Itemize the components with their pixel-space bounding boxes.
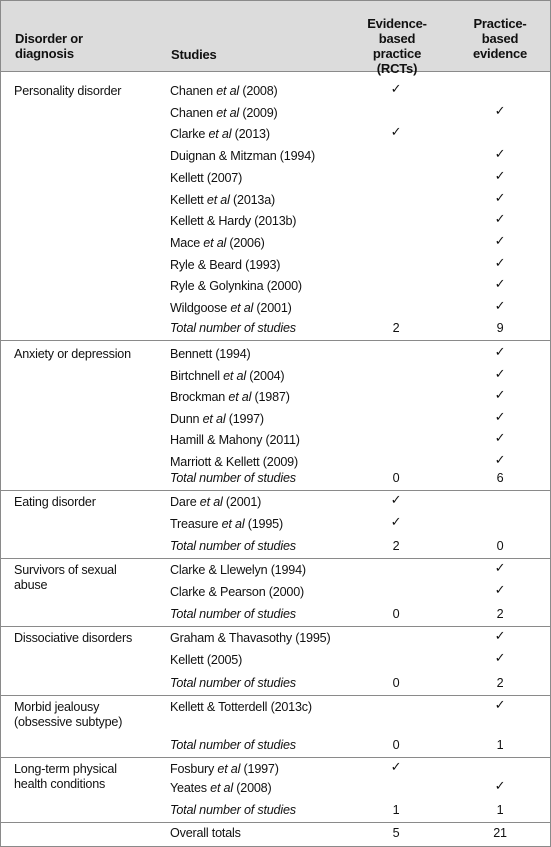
study-author: Hamill & Mahony (2011) — [170, 433, 300, 448]
study-author: Dunn — [170, 411, 203, 426]
total-label: Total number of studies — [170, 471, 296, 485]
study-citation — [170, 390, 290, 405]
checkmark-icon: ✓ — [390, 492, 402, 507]
study-citation — [170, 149, 315, 164]
study-citation — [170, 517, 283, 532]
overall-totals-row — [1, 822, 550, 846]
study-et-al: et al — [223, 368, 246, 383]
total-ebp: 0 — [392, 676, 400, 690]
checkmark-icon: ✓ — [390, 124, 402, 140]
study-year: (2006) — [226, 235, 265, 250]
total-ebp: 1 — [392, 803, 400, 817]
study-author: Chanen — [170, 105, 217, 120]
checkmark-icon: ✓ — [494, 628, 506, 643]
study-citation — [170, 700, 312, 715]
total-label: Total number of studies — [170, 738, 296, 752]
study-author: Clarke — [170, 127, 209, 142]
checkmark-icon: ✓ — [494, 344, 506, 359]
study-author: Ryle & Golynkina (2000) — [170, 279, 302, 294]
study-author: Kellett (2007) — [170, 170, 243, 185]
total-pbe: 1 — [496, 803, 504, 817]
study-citation — [170, 762, 279, 777]
checkmark-icon: ✓ — [494, 254, 506, 270]
disorder-label: Long-term physical health conditions — [14, 762, 117, 791]
disorder-group — [1, 757, 550, 823]
study-citation — [170, 433, 300, 448]
study-year: (1995) — [244, 516, 283, 531]
study-et-al: et al — [208, 127, 232, 142]
study-author: Marriott & Kellett (2009) — [170, 455, 298, 469]
study-et-al: et al — [230, 301, 254, 315]
checkmark-icon: ✓ — [494, 211, 506, 227]
study-author: Brockman — [170, 390, 229, 405]
study-author: Graham & Thavasothy (1995) — [170, 631, 331, 645]
study-author: Yeates — [170, 780, 211, 795]
checkmark-icon: ✓ — [494, 276, 506, 292]
study-year: (2008) — [232, 780, 272, 795]
header-pbe: Practice-based evidence — [472, 16, 528, 61]
study-citation — [170, 369, 284, 384]
study-author: Kellett — [170, 192, 207, 207]
checkmark-icon: ✓ — [494, 452, 506, 467]
study-author: Ryle & Beard (1993) — [170, 257, 281, 272]
study-year: (2004) — [245, 368, 285, 383]
overall-pbe: 21 — [493, 826, 507, 840]
disorder-label: Survivors of sexual abuse — [14, 563, 117, 592]
disorder-group — [1, 626, 550, 696]
study-author: Mace — [170, 235, 204, 250]
study-citation — [170, 781, 271, 796]
study-et-al: et al — [203, 235, 227, 250]
checkmark-icon: ✓ — [494, 167, 506, 183]
checkmark-icon: ✓ — [390, 513, 402, 529]
disorder-label: Personality disorder — [14, 84, 122, 98]
disorder-group — [1, 490, 550, 559]
study-author: Bennett (1994) — [170, 347, 251, 361]
study-year: (2013a) — [229, 192, 276, 207]
study-citation — [170, 412, 264, 427]
study-author: Clarke & Llewelyn (1994) — [170, 563, 306, 577]
study-et-al: et al — [221, 516, 245, 531]
total-pbe: 2 — [496, 676, 504, 690]
total-ebp: 0 — [392, 471, 400, 485]
checkmark-icon: ✓ — [494, 189, 506, 205]
total-ebp: 2 — [392, 321, 400, 335]
study-et-al: et al — [210, 780, 233, 795]
header-studies: Studies — [171, 47, 217, 62]
study-citation — [170, 631, 330, 646]
study-et-al: et al — [199, 495, 223, 509]
total-label: Total number of studies — [170, 676, 296, 690]
study-citation — [170, 279, 302, 294]
study-author: Kellett & Totterdell (2013c) — [170, 700, 312, 714]
checkmark-icon: ✓ — [390, 81, 402, 96]
study-author: Wildgoose — [170, 301, 231, 315]
total-pbe: 1 — [496, 738, 504, 752]
study-author: Treasure — [170, 516, 222, 531]
checkmark-icon: ✓ — [494, 408, 506, 424]
study-citation — [170, 301, 292, 316]
study-year: (2001) — [253, 301, 292, 315]
study-author: Chanen — [170, 84, 217, 98]
checkmark-icon: ✓ — [494, 298, 506, 313]
study-citation — [170, 585, 304, 600]
study-author: Fosbury — [170, 762, 218, 776]
header-ebp: Evidence-based practice (RCTs) — [367, 16, 427, 76]
study-year: (2001) — [222, 495, 262, 509]
study-et-al: et al — [228, 390, 252, 405]
total-pbe: 0 — [496, 539, 504, 553]
study-citation — [170, 236, 265, 251]
study-year: (1997) — [240, 762, 279, 776]
disorder-label: Dissociative disorders — [14, 631, 133, 645]
disorder-group — [1, 695, 550, 758]
study-year: (2013) — [231, 127, 270, 142]
study-citation — [170, 214, 296, 229]
disorder-group — [1, 340, 550, 491]
checkmark-icon: ✓ — [494, 560, 506, 575]
total-label: Total number of studies — [170, 803, 296, 817]
study-year: (2008) — [239, 84, 278, 98]
header-disorder: Disorder or diagnosis — [15, 31, 83, 61]
disorder-label: Anxiety or depression — [14, 347, 131, 361]
checkmark-icon: ✓ — [494, 102, 506, 118]
study-year: (1987) — [251, 390, 290, 405]
study-et-al: et al — [216, 84, 240, 98]
study-et-al: et al — [202, 411, 226, 426]
study-citation — [170, 193, 275, 208]
study-et-al: et al — [216, 105, 240, 120]
study-citation — [170, 455, 298, 470]
study-citation — [170, 563, 306, 578]
study-author: Dare — [170, 495, 200, 509]
total-label: Total number of studies — [170, 321, 296, 335]
study-author: Duignan & Mitzman (1994) — [170, 149, 315, 164]
study-citation — [170, 127, 270, 142]
disorder-group — [1, 72, 550, 341]
disorder-label: Morbid jealousy (obsessive subtype) — [14, 700, 123, 729]
study-author: Kellett & Hardy (2013b) — [170, 214, 297, 229]
total-label: Total number of studies — [170, 539, 296, 553]
total-ebp: 2 — [392, 539, 400, 553]
checkmark-icon: ✓ — [494, 649, 506, 665]
total-pbe: 6 — [496, 471, 504, 485]
overall-ebp: 5 — [392, 826, 400, 840]
total-ebp: 0 — [392, 738, 400, 752]
study-et-al: et al — [217, 762, 241, 776]
study-year: (2009) — [239, 105, 278, 120]
study-year: (1997) — [225, 411, 264, 426]
disorder-label: Eating disorder — [14, 495, 96, 509]
total-pbe: 2 — [496, 607, 504, 621]
study-author: Clarke & Pearson (2000) — [170, 584, 304, 599]
study-citation — [170, 653, 242, 668]
table-header — [1, 1, 550, 76]
study-citation — [170, 495, 261, 510]
study-et-al: et al — [206, 192, 230, 207]
study-author: Kellett (2005) — [170, 652, 243, 667]
study-citation — [170, 171, 242, 186]
checkmark-icon: ✓ — [390, 759, 402, 774]
total-pbe: 9 — [496, 321, 504, 335]
study-citation — [170, 347, 251, 362]
checkmark-icon: ✓ — [494, 146, 506, 162]
disorder-group — [1, 558, 550, 627]
checkmark-icon: ✓ — [494, 232, 506, 248]
study-citation — [170, 106, 278, 121]
checkmark-icon: ✓ — [494, 697, 506, 712]
checkmark-icon: ✓ — [494, 581, 506, 597]
checkmark-icon: ✓ — [494, 387, 506, 403]
checkmark-icon: ✓ — [494, 365, 506, 381]
study-author: Birtchnell — [170, 368, 224, 383]
total-label: Total number of studies — [170, 607, 296, 621]
study-citation — [170, 84, 278, 99]
overall-label: Overall totals — [170, 826, 241, 840]
checkmark-icon: ✓ — [494, 430, 506, 446]
checkmark-icon: ✓ — [494, 777, 506, 793]
total-ebp: 0 — [392, 607, 400, 621]
study-citation — [170, 258, 280, 273]
